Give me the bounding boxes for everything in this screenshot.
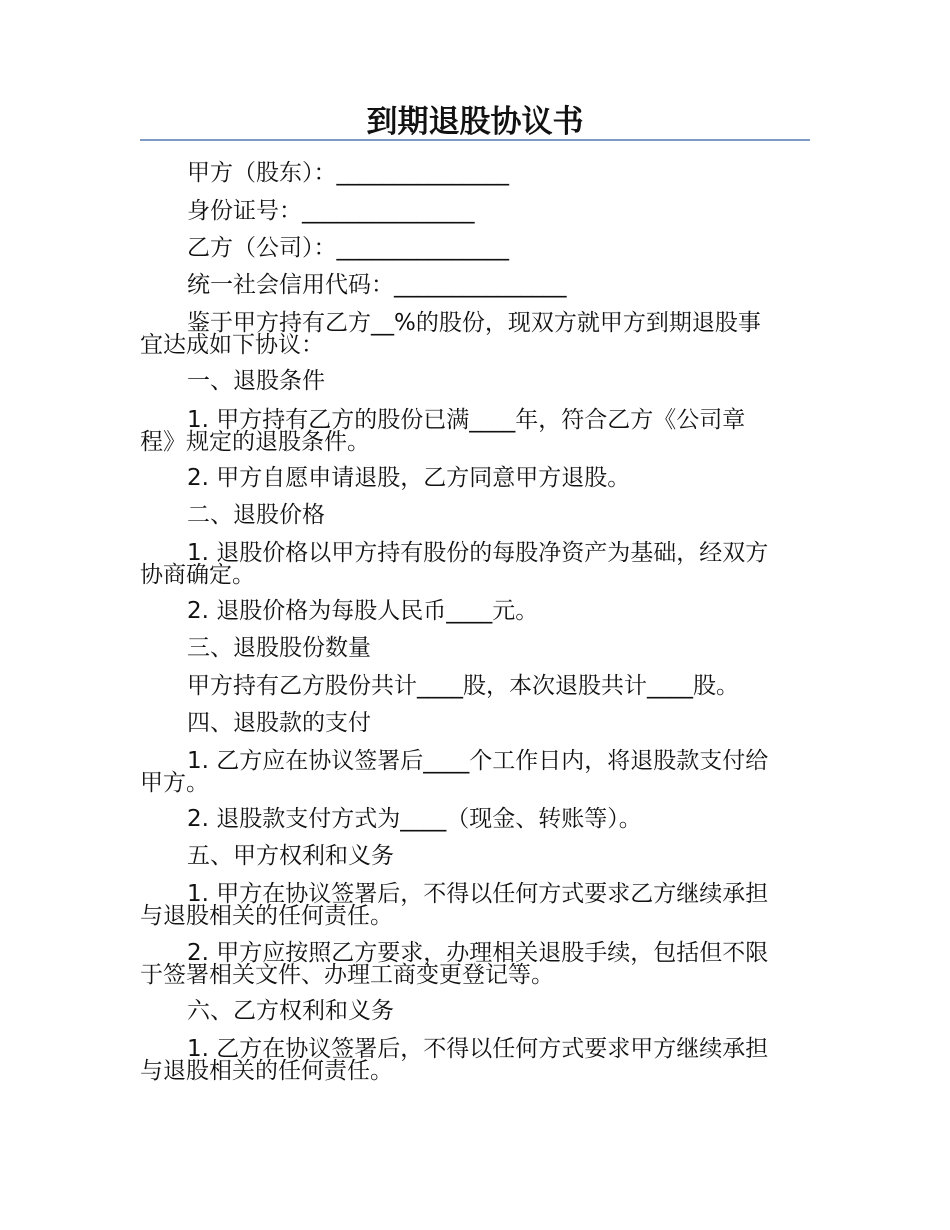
clause-1-1-line-2: 程》规定的退股条件。	[140, 429, 370, 455]
preamble-line-2: 宜达成如下协议：	[140, 332, 324, 358]
party-a-line: 甲方（股东）：_______________	[187, 160, 509, 186]
clause-6-1-line-1: 1. 乙方在协议签署后，不得以任何方式要求甲方继续承担	[187, 1036, 769, 1062]
clause-1-1-line-1: 1. 甲方持有乙方的股份已满____年，符合乙方《公司章	[187, 407, 746, 433]
party-b-line: 乙方（公司）：_______________	[187, 235, 509, 261]
clause-5-1-line-1: 1. 甲方在协议签署后，不得以任何方式要求乙方继续承担	[187, 881, 769, 907]
id-number-line: 身份证号：_______________	[187, 198, 475, 224]
clause-5-2-line-2: 于签署相关文件、办理工商变更登记等。	[140, 962, 554, 988]
clause-4-1-line-2: 甲方。	[140, 770, 209, 796]
clause-5-1-line-2: 与退股相关的任何责任。	[140, 903, 393, 929]
section-heading-5: 五、甲方权利和义务	[187, 843, 394, 869]
credit-code-line: 统一社会信用代码：_______________	[187, 272, 567, 298]
section-heading-4: 四、退股款的支付	[187, 710, 371, 736]
clause-4-2: 2. 退股款支付方式为____（现金、转账等）。	[187, 806, 642, 832]
title-underline	[140, 139, 810, 141]
section-heading-6: 六、乙方权利和义务	[187, 998, 394, 1024]
clause-1-2: 2. 甲方自愿申请退股，乙方同意甲方退股。	[187, 465, 631, 491]
preamble-line-1: 鉴于甲方持有乙方__%的股份，现双方就甲方到期退股事	[187, 310, 761, 336]
clause-2-1-line-2: 协商确定。	[140, 562, 255, 588]
clause-4-1-line-1: 1. 乙方应在协议签署后____个工作日内，将退股款支付给	[187, 748, 769, 774]
clause-2-2: 2. 退股价格为每股人民币____元。	[187, 598, 539, 624]
clause-6-1-line-2: 与退股相关的任何责任。	[140, 1058, 393, 1084]
document-title: 到期退股协议书	[366, 104, 584, 140]
section-heading-2: 二、退股价格	[187, 502, 325, 528]
clause-5-2-line-1: 2. 甲方应按照乙方要求，办理相关退股手续，包括但不限	[187, 940, 769, 966]
section-heading-1: 一、退股条件	[187, 368, 325, 394]
clause-2-1-line-1: 1. 退股价格以甲方持有股份的每股净资产为基础，经双方	[187, 540, 769, 566]
clause-3-1: 甲方持有乙方股份共计____股，本次退股共计____股。	[187, 673, 739, 699]
section-heading-3: 三、退股股份数量	[187, 635, 371, 661]
